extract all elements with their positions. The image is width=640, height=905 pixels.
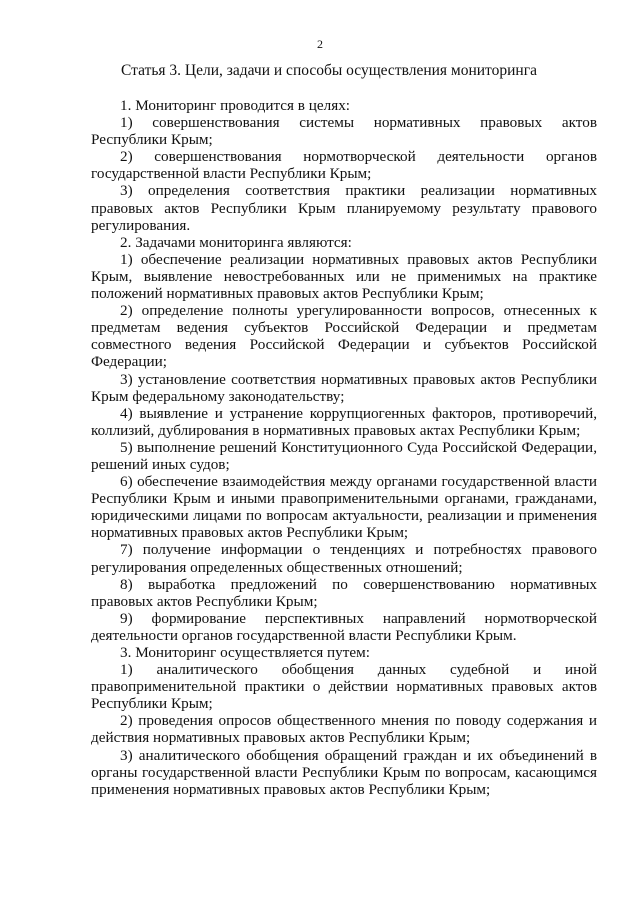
paragraph-task-1: 1) обеспечение реализации нормативных правовых актов Республики Крым, выявление невостребованных или не применимых на практике положений нормативных правовых актов Республики Крым;: [91, 250, 597, 303]
paragraph-goals-intro: 1. Мониторинг проводится в целях:: [120, 97, 351, 114]
paragraph-goal-1: 1) совершенствования системы нормативных правовых актов Республики Крым;: [91, 114, 597, 149]
paragraph-method-2: 2) проведения опросов общественного мнения по поводу содержания и действия нормативных правовых актов Республики Крым;: [91, 712, 597, 747]
paragraph-task-9: 9) формирование перспективных направлений нормотворческой деятельности органов государственной власти Республики Крым.: [91, 609, 597, 644]
paragraph-goal-3: 3) определения соответствия практики реализации нормативных правовых актов Республики Крым планируемому результату правового регулирования.: [91, 182, 597, 234]
paragraph-task-7: 7) получение информации о тенденциях и потребностях правового регулирования определенных общественных отношений;: [91, 541, 597, 576]
paragraph-task-4: 4) выявление и устранение коррупциогенных факторов, противоречий, коллизий, дублирования в нормативных правовых актах Республики Крым;: [91, 404, 597, 439]
paragraph-task-5: 5) выполнение решений Конституционного Суда Российской Федерации, решений иных судов;: [91, 438, 597, 473]
paragraph-task-3: 3) установление соответствия нормативных правовых актов Республики Крым федеральному законодательству;: [91, 370, 597, 405]
paragraph-goal-2: 2) совершенствования нормотворческой деятельности органов государственной власти Республики Крым;: [91, 148, 597, 183]
paragraph-task-6: 6) обеспечение взаимодействия между органами государственной власти Республики Крым и иными правоприменительными органами, гражданами, юридическими лицами по вопросам актуальности, реализации и применения нормативных правовых актов Республики Крым;: [91, 473, 597, 542]
paragraph-task-8: 8) выработка предложений по совершенствованию нормативных правовых актов Республики Крым;: [91, 575, 597, 610]
article-body: [91, 97, 597, 798]
page-number: 2: [317, 37, 323, 51]
paragraph-tasks-intro: 2. Задачами мониторинга являются:: [120, 233, 352, 251]
paragraph-task-2: 2) определение полноты урегулированности вопросов, отнесенных к предметам ведения субъектов Российской Федерации и предметам совместного ведения Российской Федерации и субъектов Российской Федерации;: [91, 302, 597, 371]
paragraph-method-3: 3) аналитического обобщения обращений граждан и их объединений в органы государственной власти Республики Крым по вопросам, касающимся применения нормативных правовых актов Республики Крым;: [91, 746, 597, 798]
paragraph-methods-intro: 3. Мониторинг осуществляется путем:: [120, 644, 370, 661]
article-heading: Статья 3. Цели, задачи и способы осуществления мониторинга: [121, 62, 537, 79]
paragraph-method-1: 1) аналитического обобщения данных судебной и иной правоприменительной практики о действии нормативных правовых актов Республики Крым;: [91, 661, 597, 713]
